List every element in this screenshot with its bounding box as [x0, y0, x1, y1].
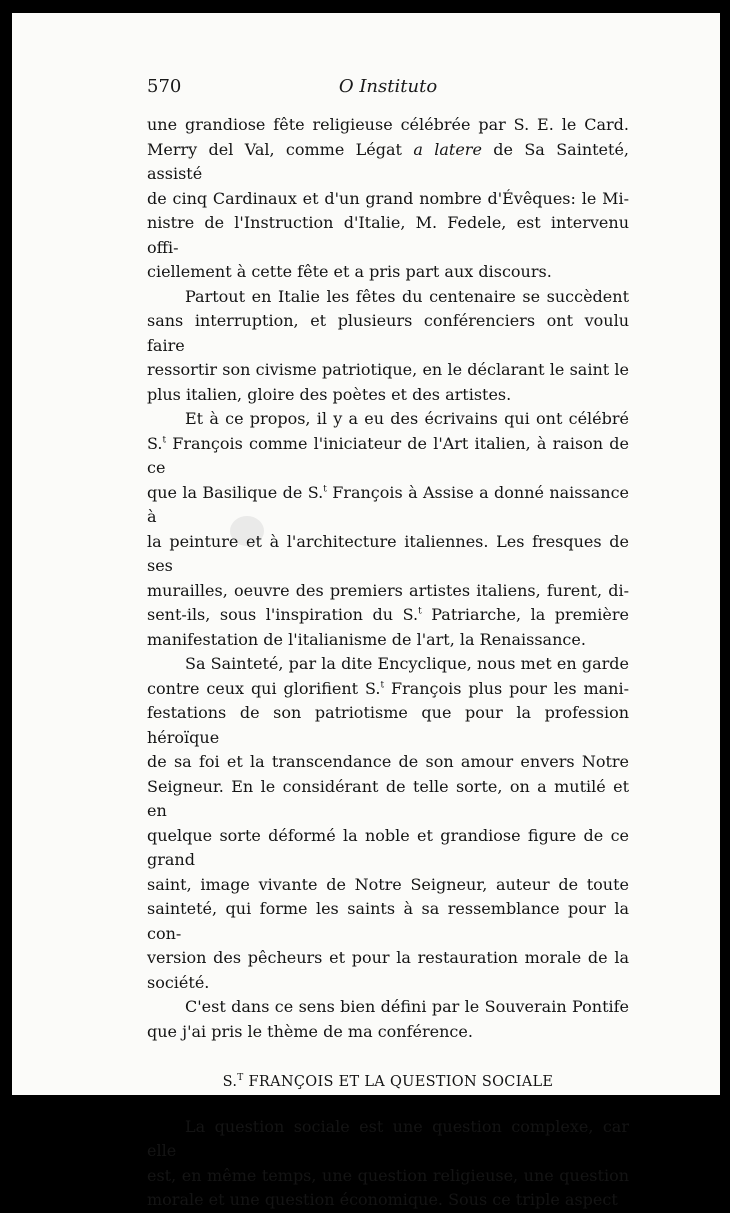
page-number: 570	[147, 76, 182, 97]
text-line: Seigneur. En le considérant de telle sorte, on a mutilé et en	[147, 776, 629, 820]
text-line: est, en même temps, une question religieuse, une question	[147, 1165, 629, 1185]
running-title: O Instituto	[338, 76, 438, 97]
page-header	[147, 76, 629, 102]
paragraph-group	[147, 113, 629, 1044]
text-line: ciellement à cette fête et a pris part aux discours.	[147, 262, 552, 281]
text-line: Partout en Italie les fêtes du centenaire se succèdent	[185, 286, 629, 306]
text-line: une grandiose fête religieuse célébrée par S. E. le Card.	[147, 115, 629, 134]
text-line: saint, image vivante de Notre Seigneur, auteur de toute	[147, 874, 629, 894]
text-line: société.	[147, 972, 210, 992]
text-line: S.$^t$ François comme l'iniciateur de l'Art italien, à raison de ce	[147, 433, 629, 477]
text-line: Merry del Val, comme Légat a latere de Sa Sainteté, assisté	[147, 139, 630, 183]
text-line: quelque sorte déformé la noble et grandiose figure de ce grand	[147, 825, 629, 869]
text-line: plus italien, gloire des poètes et des artistes.	[147, 384, 512, 404]
text-line: Et à ce propos, il y a eu des écrivains qui ont célébré	[185, 409, 629, 428]
text-line: version des pêcheurs et pour la restauration morale de la	[147, 948, 629, 967]
text-line: de cinq Cardinaux et d'un grand nombre d'Évêques: le Mi-	[147, 188, 629, 208]
final-paragraph-group	[147, 1115, 629, 1213]
section-heading: S.$^T$ FRANÇOIS ET LA QUESTION SOCIALE	[222, 1073, 554, 1090]
text-line: C'est dans ce sens bien défini par le Souverain Pontife	[185, 997, 629, 1016]
text-line: Sa Sainteté, par la dite Encyclique, nous met en garde	[185, 654, 629, 673]
text-line: sent-ils, sous l'inspiration du S.$^t$ Patriarche, la première	[147, 605, 629, 624]
text-line: de sa foi et la transcendance de son amour envers Notre	[147, 752, 629, 771]
text-line: que j'ai pris le thème de ma conférence.	[147, 1021, 473, 1041]
document-page	[12, 13, 720, 1209]
text-line: nistre de l'Instruction d'Italie, M. Fedele, est intervenu offi-	[147, 213, 629, 257]
text-line: manifestation de l'italianisme de l'art, la Renaissance.	[147, 629, 586, 649]
text-line: festations de son patriotisme que pour la profession héroïque	[147, 703, 629, 747]
text-line: sainteté, qui forme les saints à sa ressemblance pour la con-	[147, 899, 629, 943]
text-line: la peinture et à l'architecture italiennes. Les fresques de ses	[147, 531, 629, 575]
body-text	[147, 113, 629, 1213]
text-line: ressortir son civisme patriotique, en le déclarant le saint le	[147, 360, 629, 379]
text-line: sans interruption, et plusieurs conférenciers ont voulu faire	[147, 311, 629, 355]
text-line: que la Basilique de S.$^t$ François à Assise a donné naissance à	[147, 482, 629, 526]
text-line: La question sociale est une question complexe, car elle	[147, 1116, 629, 1160]
text-line: morale et une question économique. Sous ce triple aspect	[147, 1190, 618, 1209]
text-line: contre ceux qui glorifient S.$^t$ François plus pour les mani-	[147, 678, 630, 698]
text-line: murailles, oeuvre des premiers artistes italiens, furent, di-	[147, 580, 629, 600]
